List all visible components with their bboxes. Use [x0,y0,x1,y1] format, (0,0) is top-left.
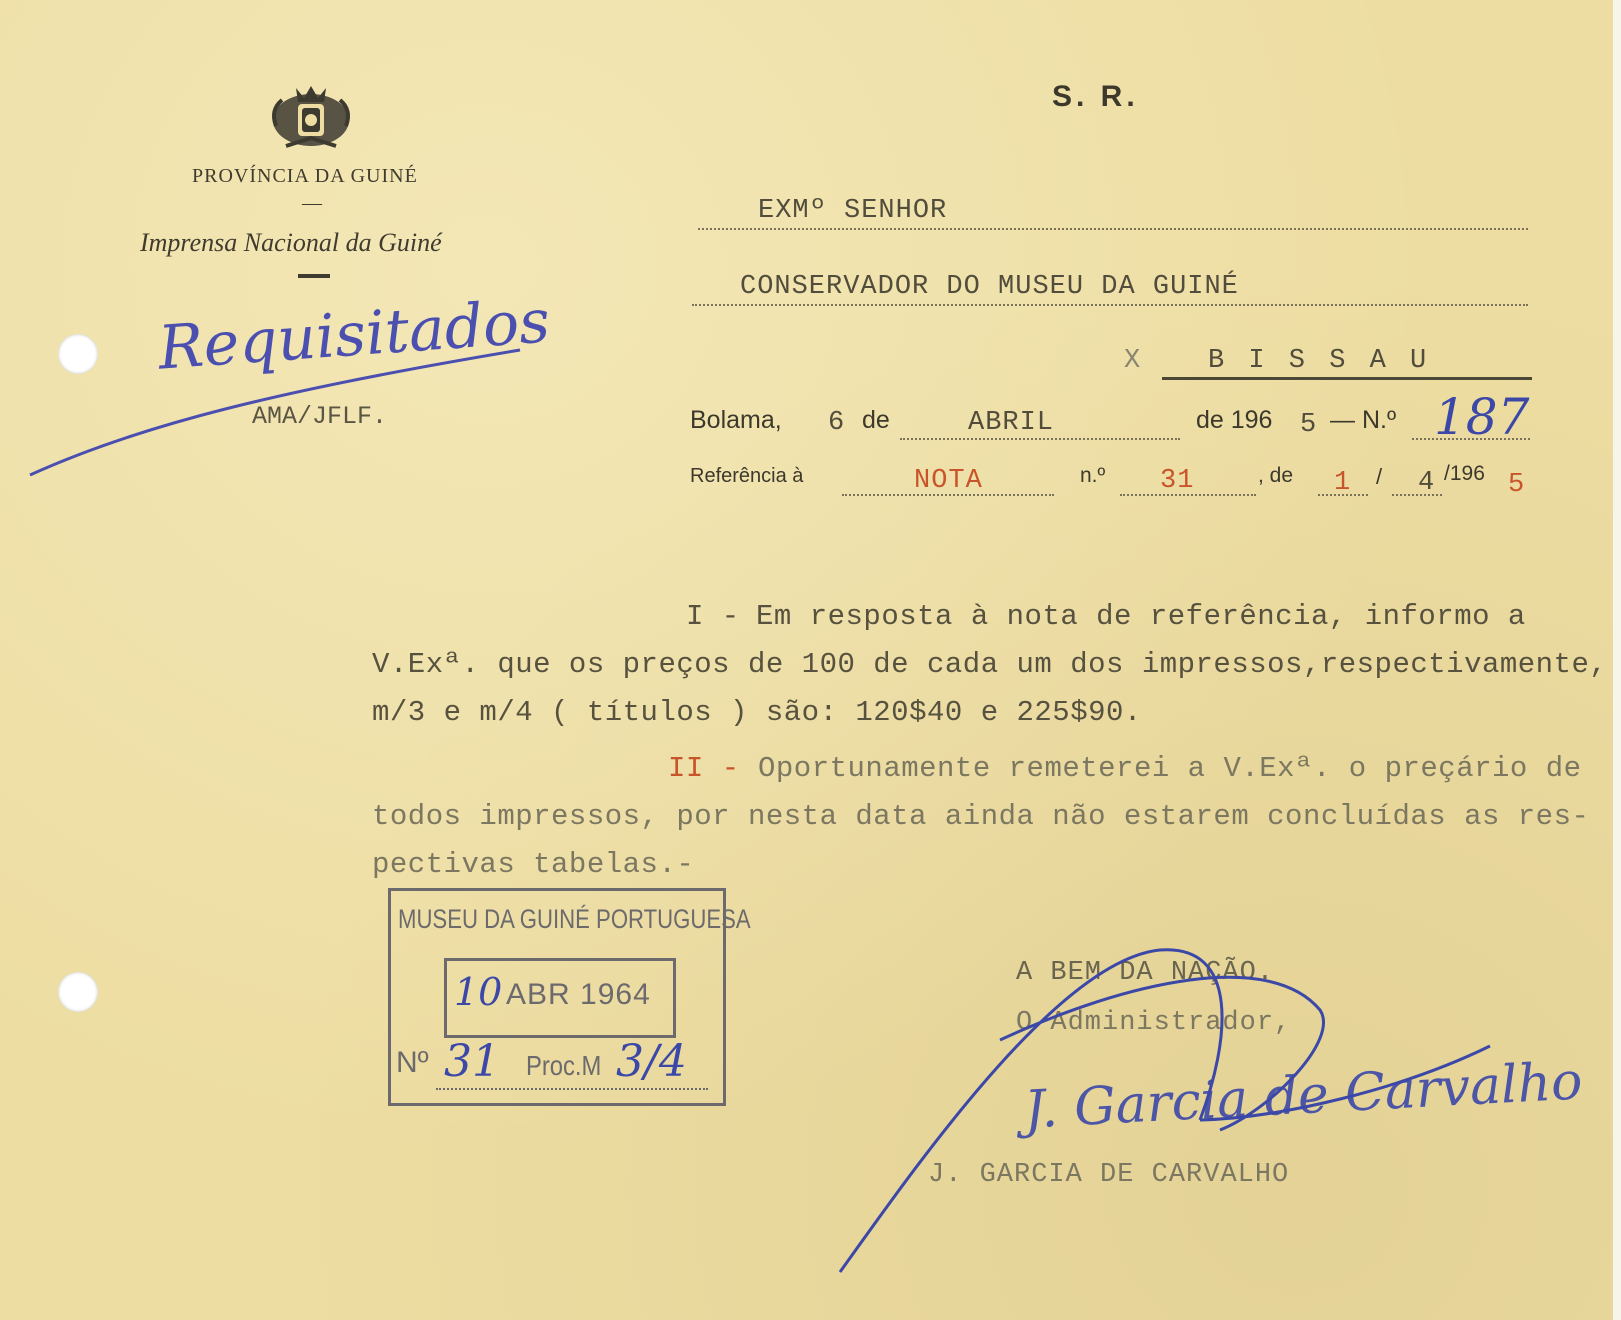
reference-year-digit: 5 [1508,470,1526,500]
date-day: 6 [828,408,846,438]
reference-month: 4 [1418,468,1436,498]
paragraph-1-line-1: Em resposta à nota de referência, informo a [756,600,1526,633]
reference-year-prefix: /196 [1444,462,1485,485]
reference-day: 1 [1334,468,1352,498]
stamp-date-day: 10 [454,970,503,1014]
date-month-line [900,438,1180,440]
reference-doc-line [842,494,1054,496]
stamp-number-label: Nº [396,1046,429,1079]
date-year-digit: 5 [1300,410,1318,440]
page-edge [1613,0,1621,1320]
reference-number: 31 [1160,466,1195,496]
addressee-line-2 [692,304,1528,306]
reference-month-line [1392,494,1442,496]
date-de-2: de 196 [1196,406,1273,434]
closing-name: J. GARCIA DE CARVALHO [928,1160,1290,1190]
stamp-number: 31 [444,1036,500,1087]
stamp-proc-value: 3/4 [616,1036,687,1087]
reference-de-label: , de [1258,464,1294,487]
city-underline [1162,377,1532,380]
addressee-title: EXMº SENHOR [758,196,948,226]
reference-day-line [1318,494,1368,496]
date-de-1: de [862,406,890,434]
addressee-city: B I S S A U [1208,346,1431,376]
paragraph-1-marker: I - [686,600,740,633]
date-place: Bolama, [690,406,782,434]
paragraph-2-line-2: todos impressos, por nesta data ainda não estarem concluídas as res- [372,800,1590,833]
header-divider [298,274,330,278]
province-name: PROVÍNCIA DA GUINÉ [192,165,418,187]
number-label: — N.º [1330,406,1397,434]
paragraph-2-marker: II - [668,752,740,785]
paragraph-2-line-3: pectivas tabelas.- [372,848,695,881]
handwritten-annotation: Requisitados [156,286,553,384]
reference-doc-type: NOTA [914,466,983,496]
reference-number-line [1120,494,1256,496]
reference-n-label: n.º [1080,464,1106,487]
header-dash: — [302,192,322,214]
stamp-number-line [436,1088,708,1090]
reference-slash: / [1376,464,1383,489]
closing-salutation: A BEM DA NAÇÃO. [1016,958,1275,988]
reference-code: AMA/JFLF. [252,402,388,431]
paragraph-2-line-1: Oportunamente remeterei a V.Exª. o preçário de [758,752,1582,785]
addressee-line-1 [698,228,1528,230]
reference-label: Referência à [690,465,804,487]
paragraph-1-line-2: V.Exª. que os preços de 100 de cada um dos impressos,respectivamente, [372,648,1608,681]
sr-mark: S. R. [1052,80,1139,113]
stamp-proc-label: Proc.M [526,1050,602,1081]
stamp-date: ABR 1964 [506,978,651,1011]
signature: J. Garcia de Carvalho [1022,1051,1584,1141]
press-name: Imprensa Nacional da Guiné [140,228,442,257]
city-mark: X [1124,346,1142,376]
closing-role: O Administrador, [1016,1008,1292,1038]
paragraph-1-line-3: m/3 e m/4 ( títulos ) são: 120$40 e 225$90. [372,696,1142,729]
coat-of-arms-icon [266,80,356,152]
date-month: ABRIL [968,408,1055,438]
punch-hole-bottom [58,972,98,1012]
signature-flourish [800,920,1520,1290]
document-number: 187 [1434,388,1530,446]
addressee-office: CONSERVADOR DO MUSEU DA GUINÉ [740,272,1239,302]
stamp-title: MUSEU DA GUINÉ PORTUGUESA [398,904,751,934]
document-number-line [1412,438,1530,440]
